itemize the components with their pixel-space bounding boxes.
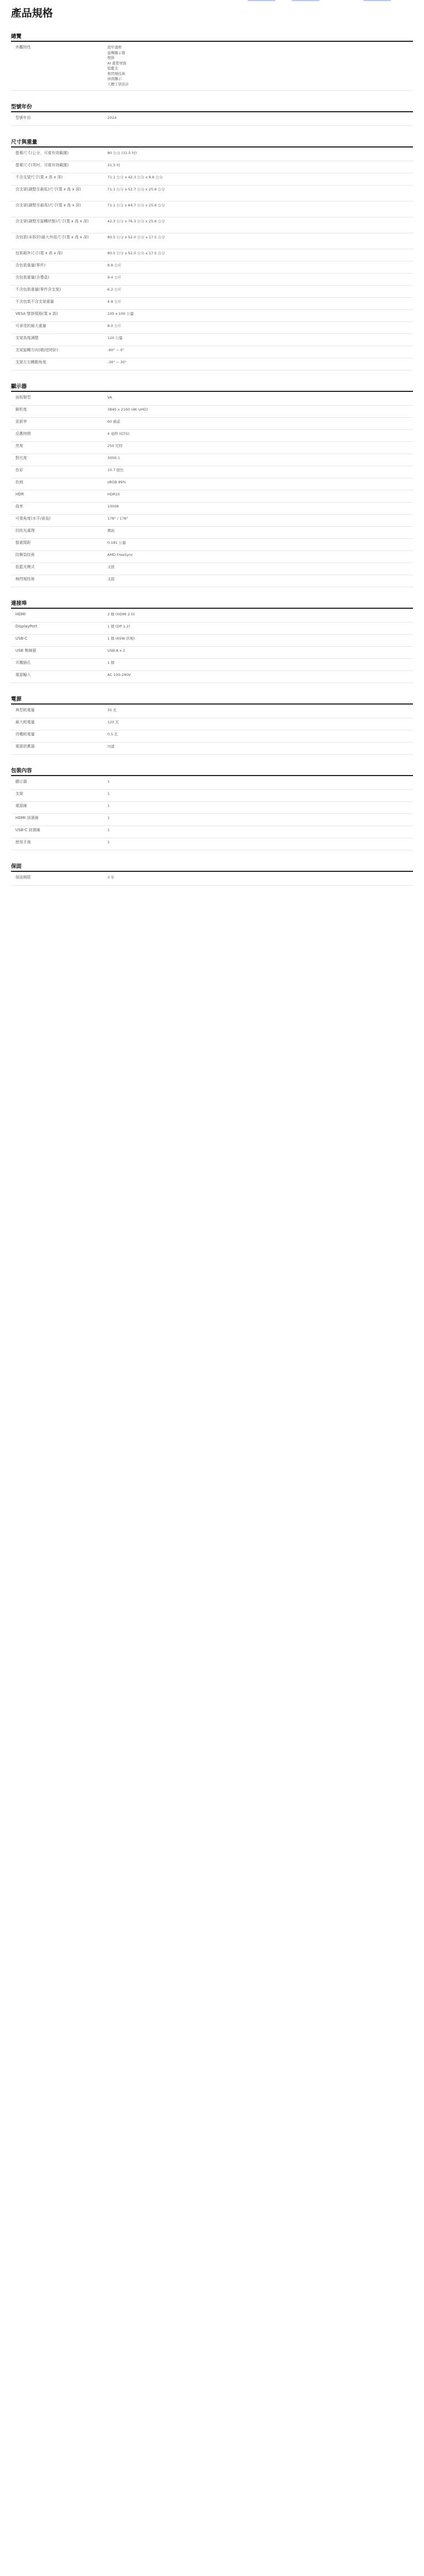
spec-value <box>107 804 409 809</box>
spec-row <box>11 334 413 346</box>
section-title: 電源 <box>11 696 22 702</box>
nav-link[interactable] <box>363 0 391 1</box>
spec-row <box>11 610 413 623</box>
spec-label: HDMI <box>15 612 26 616</box>
spec-value-line: 1 <box>107 828 110 832</box>
spec-label: 抗眩光處理 <box>15 528 35 533</box>
spec-label: HDMI 訊號線 <box>15 816 39 820</box>
spec-value-line: VA <box>107 395 112 400</box>
spec-value <box>107 816 409 821</box>
spec-value-line: 壁掛 <box>107 56 115 60</box>
spec-value <box>107 492 409 498</box>
spec-row <box>11 658 413 671</box>
spec-value <box>107 287 409 293</box>
spec-value-line: AC 100-240V <box>107 673 131 677</box>
spec-label: 可承受的最大重量 <box>15 324 46 328</box>
spec-value-line: 80 公分 (31.5 吋) <box>107 151 137 155</box>
spec-row <box>11 149 413 161</box>
section-title: 保固 <box>11 864 22 870</box>
spec-value-line: AI 畫質增強 <box>107 61 127 66</box>
spec-row <box>11 526 413 539</box>
section-divider <box>11 391 413 392</box>
spec-value <box>107 395 409 401</box>
spec-label: 不含支架尺寸(寬 x 高 x 深) <box>15 175 63 179</box>
spec-value <box>107 468 409 473</box>
spec-row <box>11 113 413 126</box>
spec-value-line: -30° ~ 30° <box>107 360 127 364</box>
spec-row <box>11 838 413 850</box>
spec-row <box>11 777 413 790</box>
spec-value-line: 3840 x 2160 (4K UHD) <box>107 407 148 412</box>
section-divider <box>11 703 413 705</box>
spec-label: 含支架(調整至旋轉狀態)尺寸(寬 x 高 x 深) <box>15 219 89 223</box>
spec-label: 亮度 <box>15 444 23 448</box>
spec-label: 電源輸入 <box>15 673 31 677</box>
spec-row <box>11 346 413 358</box>
spec-value-line: 支援 <box>107 565 115 569</box>
spec-value <box>107 219 409 225</box>
spec-value-line: 80.5 公分 x 52.0 公分 x 17.5 公分 <box>107 251 165 255</box>
spec-value-line: 9.4 公斤 <box>107 275 122 280</box>
top-nav <box>11 0 413 2</box>
spec-value-line: 1 <box>107 816 110 820</box>
spec-row <box>11 161 413 173</box>
spec-value-line: 8.8 公斤 <box>107 263 122 268</box>
spec-value <box>107 744 409 750</box>
spec-label: 使用手冊 <box>15 840 31 844</box>
spec-value <box>107 116 409 121</box>
spec-label: 面板類型 <box>15 395 31 400</box>
spec-label: 色域 <box>15 480 23 484</box>
spec-value <box>107 480 409 485</box>
spec-label: USB 集線器 <box>15 648 36 653</box>
spec-value-line: 人體工學設計 <box>107 81 129 86</box>
spec-label: 無閃頻技術 <box>15 577 35 581</box>
spec-label: 不含包裝重量(單件含支架) <box>15 287 61 292</box>
spec-row <box>11 801 413 814</box>
spec-value <box>107 432 409 437</box>
spec-value <box>107 456 409 461</box>
spec-value-line: 無閃頻技術 <box>107 71 126 76</box>
spec-value-line: 旋轉顯示器 <box>107 50 126 55</box>
spec-value <box>107 661 409 666</box>
section-title: 顯示器 <box>11 384 27 390</box>
spec-row <box>11 454 413 466</box>
section-divider <box>11 608 413 609</box>
spec-value-line: 1 個 <box>107 661 115 665</box>
spec-value <box>107 312 409 317</box>
spec-row <box>11 261 413 274</box>
spec-row <box>11 297 413 310</box>
spec-row <box>11 550 413 563</box>
spec-value <box>107 187 409 193</box>
spec-label: 顯示器 <box>15 779 27 784</box>
spec-value <box>107 612 409 618</box>
spec-row <box>11 789 413 802</box>
spec-row <box>11 634 413 647</box>
spec-row <box>11 622 413 635</box>
spec-label: 支架高度調整 <box>15 336 39 340</box>
spec-row <box>11 814 413 826</box>
spec-value <box>107 516 409 522</box>
spec-value-line: 3000:1 <box>107 456 120 460</box>
spec-value <box>107 407 409 413</box>
spec-label: 螢幕尺寸(公分，可視有效範圍) <box>15 151 69 155</box>
spec-row <box>11 563 413 575</box>
spec-row <box>11 429 413 442</box>
nav-link[interactable] <box>248 0 275 1</box>
section-divider <box>11 41 413 42</box>
spec-label: 型號年份 <box>15 116 31 120</box>
spec-row <box>11 873 413 886</box>
spec-value <box>107 175 409 181</box>
section-divider <box>11 146 413 148</box>
spec-row <box>11 309 413 322</box>
spec-value-line: 低藍光 <box>107 66 118 70</box>
spec-label: 解析度 <box>15 407 27 412</box>
spec-value-line: 8.0 公斤 <box>107 324 122 328</box>
spec-row <box>11 670 413 683</box>
spec-value <box>107 419 409 425</box>
spec-row <box>11 646 413 659</box>
spec-label: 反應時間 <box>15 432 31 436</box>
spec-value <box>107 708 409 713</box>
spec-label: 待機耗電量 <box>15 732 35 736</box>
section-title: 尺寸與重量 <box>11 139 37 145</box>
spec-label: 支架旋轉方向(順/逆時針) <box>15 348 58 352</box>
spec-label: 低藍光模式 <box>15 565 35 569</box>
spec-value <box>107 163 409 168</box>
spec-label: 含支架(調整至最低)尺寸(寬 x 高 x 深) <box>15 187 81 192</box>
spec-value-line: 1 <box>107 804 110 808</box>
spec-row <box>11 417 413 430</box>
spec-value-line: 2024 <box>107 116 117 120</box>
spec-value-line: 0.181 公釐 <box>107 541 126 545</box>
spec-label: VESA 壁掛規格(寬 x 高) <box>15 312 58 316</box>
spec-label: 不含包裝不含支架重量 <box>15 299 54 304</box>
spec-value-line: 71.1 公分 x 64.7 公分 x 25.6 公分 <box>107 203 165 208</box>
spec-value <box>107 528 409 534</box>
spec-value <box>107 299 409 305</box>
spec-label: 支架左右轉動角度 <box>15 360 46 364</box>
spec-label: USB-C <box>15 636 28 641</box>
spec-value <box>107 263 409 269</box>
spec-value-line: 1 <box>107 792 110 796</box>
spec-row <box>11 502 413 515</box>
spec-label: USB-C 訊號線 <box>15 828 41 832</box>
spec-row <box>11 466 413 478</box>
spec-value-line: -90° ~ 0° <box>107 348 124 352</box>
spec-value-line: 霧面 <box>107 528 115 533</box>
spec-value-line: 4.8 公斤 <box>107 299 122 304</box>
spec-label: 含包裝重量(含禮盒) <box>15 275 50 280</box>
spec-value-line: USB-A x 2 <box>107 648 126 653</box>
spec-label: 典型耗電量 <box>15 708 35 712</box>
spec-value <box>107 504 409 510</box>
spec-row <box>11 441 413 454</box>
spec-row <box>11 43 413 91</box>
spec-label: 色彩 <box>15 468 23 472</box>
spec-row <box>11 173 413 185</box>
spec-row <box>11 742 413 755</box>
spec-value <box>107 840 409 845</box>
spec-value <box>107 732 409 738</box>
spec-label: 保固期限 <box>15 875 31 880</box>
spec-value <box>107 360 409 365</box>
spec-value-line: 4 毫秒 (GTG) <box>107 432 130 436</box>
spec-label: 可視角度(水平/垂直) <box>15 516 51 521</box>
spec-row <box>11 233 413 249</box>
spec-label: 耳機插孔 <box>15 661 31 665</box>
spec-value <box>107 151 409 156</box>
spec-row <box>11 826 413 838</box>
spec-label: 螢幕尺寸(英吋，可視有效範圍) <box>15 163 69 167</box>
spec-row <box>11 285 413 298</box>
spec-row <box>11 706 413 718</box>
spec-row <box>11 575 413 587</box>
spec-value-line: 超窄邊框 <box>107 45 122 50</box>
spec-value-line: 1 個 (DP 1.2) <box>107 624 131 629</box>
spec-value-line: 71.1 公分 x 42.3 公分 x 8.6 公分 <box>107 175 163 179</box>
spec-label: 曲率 <box>15 504 23 509</box>
spec-label: 最大耗電量 <box>15 720 35 724</box>
spec-value <box>107 251 409 256</box>
section-title: 連接埠 <box>11 601 27 607</box>
spec-value-line: AMD FreeSync <box>107 553 133 557</box>
spec-value-line: 1 個 (65W 供電) <box>107 636 135 641</box>
spec-value-line: 2 個 (HDMI 2.0) <box>107 612 135 616</box>
spec-value <box>107 720 409 725</box>
spec-label: 電源線 <box>15 804 27 808</box>
spec-value-line: 35 瓦 <box>107 708 117 712</box>
spec-value <box>107 792 409 797</box>
spec-value-line: 100 x 100 公釐 <box>107 312 134 316</box>
spec-value <box>107 235 409 241</box>
spec-label: HDR <box>15 492 24 496</box>
spec-row <box>11 538 413 551</box>
spec-value-line: sRGB 99% <box>107 480 126 484</box>
spec-value <box>107 565 409 570</box>
spec-row <box>11 201 413 217</box>
spec-value-line: 178° / 178° <box>107 516 128 521</box>
spec-value <box>107 875 409 881</box>
spec-value-line: 60 赫茲 <box>107 419 121 424</box>
section-title: 總覽 <box>11 34 22 40</box>
spec-value-line: 250 尼特 <box>107 444 123 448</box>
spec-row <box>11 514 413 527</box>
spec-value <box>107 828 409 833</box>
section-title: 包裝內容 <box>11 768 32 774</box>
spec-value <box>107 45 409 87</box>
spec-value <box>107 673 409 678</box>
spec-label: 包裝箱外尺寸(寬 x 高 x 深) <box>15 251 63 255</box>
spec-value <box>107 541 409 546</box>
spec-label: 電源供應器 <box>15 744 35 749</box>
spec-row <box>11 321 413 334</box>
spec-value <box>107 577 409 582</box>
spec-value-line: 0.5 瓦 <box>107 732 118 736</box>
spec-value-line: 31.5 吋 <box>107 163 121 167</box>
spec-value <box>107 444 409 449</box>
spec-row <box>11 405 413 418</box>
spec-row <box>11 249 413 261</box>
spec-value <box>107 275 409 281</box>
spec-value-line: 支援 <box>107 577 115 581</box>
spec-row <box>11 718 413 730</box>
spec-row <box>11 490 413 503</box>
spec-value <box>107 336 409 341</box>
spec-value-line: 1 <box>107 840 110 844</box>
section-divider <box>11 871 413 872</box>
spec-value <box>107 348 409 353</box>
spec-value-line: 120 瓦 <box>107 720 119 724</box>
nav-link[interactable] <box>292 0 319 1</box>
spec-value <box>107 553 409 558</box>
spec-value-line: 曲面顯示 <box>107 77 122 81</box>
spec-value-line: 10.7 億色 <box>107 468 124 472</box>
section-title: 型號年份 <box>11 104 32 110</box>
spec-value-line: 1 <box>107 779 110 784</box>
section-divider <box>11 775 413 776</box>
spec-label: 支架 <box>15 792 23 796</box>
spec-value <box>107 324 409 329</box>
spec-row <box>11 393 413 406</box>
spec-value <box>107 648 409 654</box>
spec-label: 外觀特性 <box>15 45 31 50</box>
spec-value <box>107 636 409 642</box>
spec-row <box>11 358 413 370</box>
spec-value <box>107 779 409 785</box>
spec-value-line: 80.5 公分 x 52.0 公分 x 17.5 公分 <box>107 235 165 239</box>
spec-label: DisplayPort <box>15 624 37 629</box>
spec-row <box>11 478 413 490</box>
spec-value-line: 1000R <box>107 504 119 509</box>
spec-value-line: 內建 <box>107 744 115 749</box>
spec-label: 像素間距 <box>15 541 31 545</box>
spec-value <box>107 624 409 630</box>
section-divider <box>11 111 413 112</box>
spec-value-line: HDR10 <box>107 492 120 496</box>
spec-row <box>11 730 413 743</box>
spec-value-line: 3 年 <box>107 875 115 880</box>
spec-label: 更新率 <box>15 419 27 424</box>
spec-value-line: 120 公釐 <box>107 336 123 340</box>
spec-value-line: 6.2 公斤 <box>107 287 122 292</box>
spec-label: 防撕裂技術 <box>15 553 35 557</box>
spec-value-line: 42.3 公分 x 76.3 公分 x 25.6 公分 <box>107 219 165 223</box>
spec-value <box>107 203 409 209</box>
spec-row <box>11 217 413 233</box>
spec-row <box>11 273 413 286</box>
spec-label: 含包裝(未拆封)最大外部尺寸(寬 x 高 x 深) <box>15 235 89 239</box>
spec-label: 含包裝重量(單件) <box>15 263 46 268</box>
page-title: 產品規格 <box>11 7 53 19</box>
spec-label: 對比度 <box>15 456 27 460</box>
spec-row <box>11 185 413 201</box>
spec-label: 含支架(調整至最高)尺寸(寬 x 高 x 深) <box>15 203 81 208</box>
spec-value-line: 71.1 公分 x 52.7 公分 x 25.6 公分 <box>107 187 165 192</box>
